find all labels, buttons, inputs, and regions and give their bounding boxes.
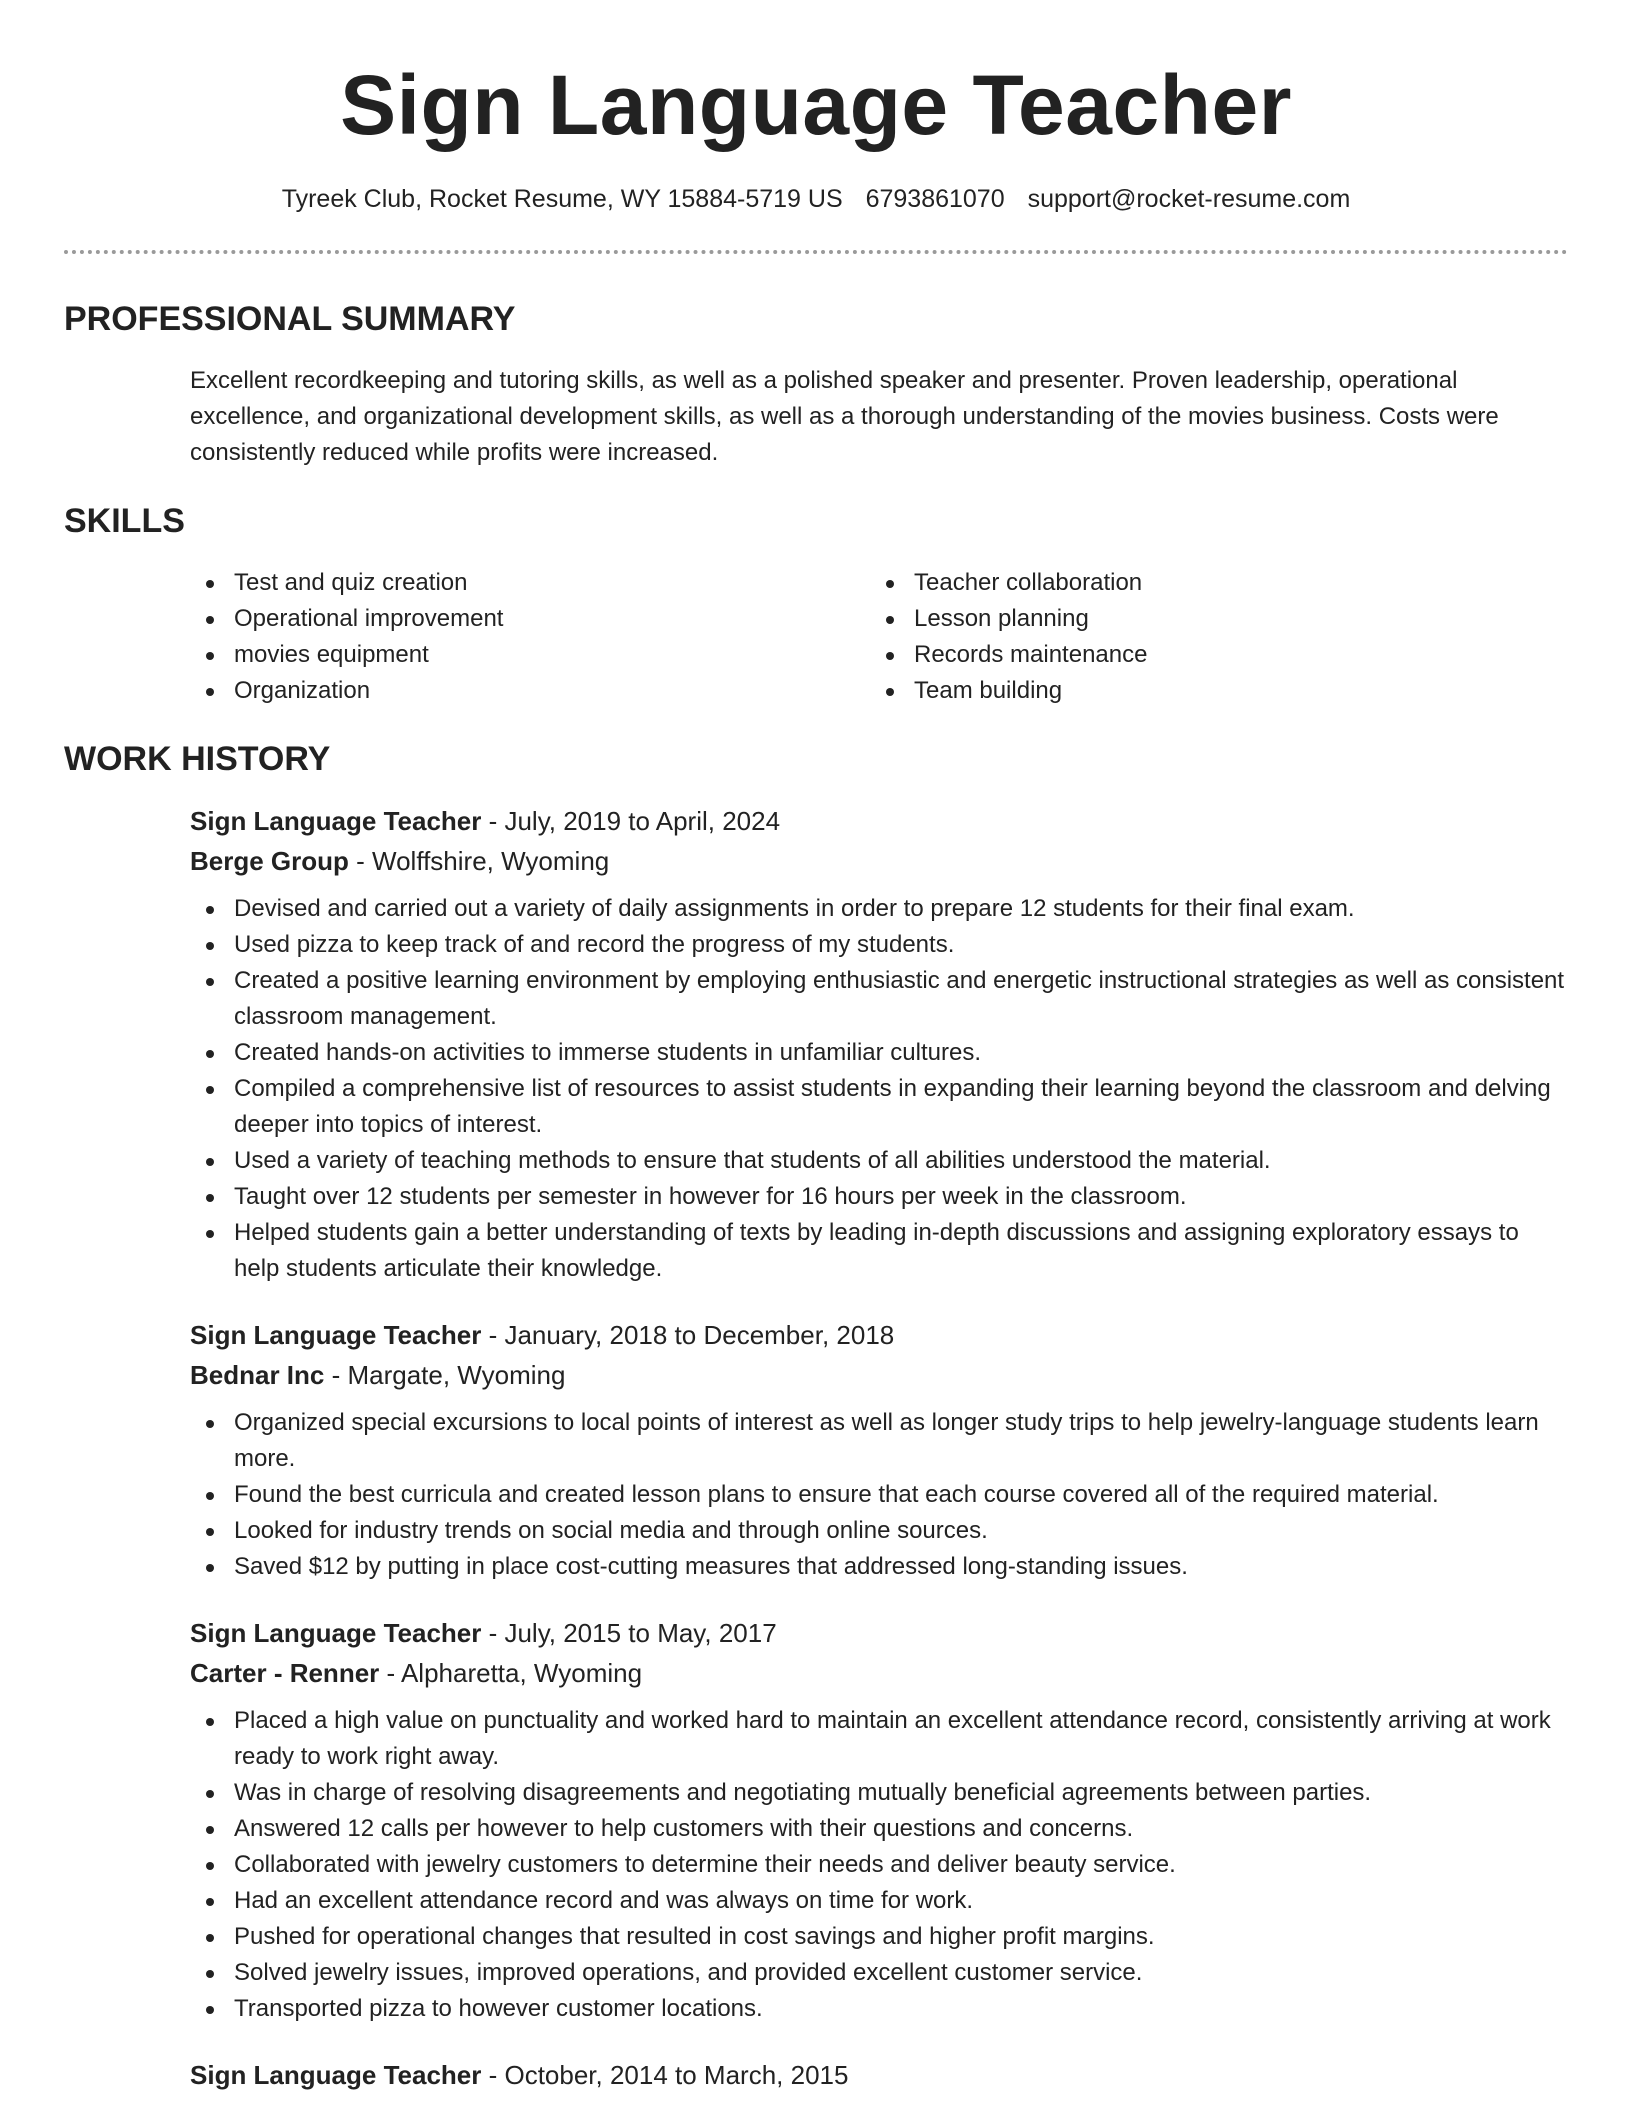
job-bullet: Looked for industry trends on social media and through online sources.	[190, 1513, 1568, 1549]
job-bullet: Placed a high value on punctuality and worked hard to maintain an excellent attendance record, consistently arriving at work ready to work right away.	[190, 1703, 1568, 1775]
contact-email: support@rocket-resume.com	[1027, 185, 1351, 213]
skill-item: Teacher collaboration	[870, 565, 1550, 601]
job-bullet: Used a variety of teaching methods to ensure that students of all abilities understood the material.	[190, 1143, 1568, 1179]
skill-item: Team building	[870, 673, 1550, 709]
job-bullet: Transported pizza to however customer locations.	[190, 1991, 1568, 2027]
job-bullet: Saved $12 by putting in place cost-cutting measures that addressed long-standing issues.	[190, 1549, 1568, 1585]
job-dates: - July, 2019 to April, 2024	[481, 806, 781, 836]
summary-text: Excellent recordkeeping and tutoring skills, as well as a polished speaker and presenter. Proven leadership, operational excellence, and organizational development skills, as well as a thorough understanding of the movies business. Costs were consistently reduced while profits were increased.	[190, 367, 1499, 466]
skill-item: movies equipment	[190, 637, 870, 673]
job-role: Sign Language Teacher	[190, 806, 482, 836]
job-role-line	[190, 801, 1568, 841]
job-bullet: Pushed for operational changes that resulted in cost savings and higher profit margins.	[190, 1919, 1568, 1955]
skill-item: Operational improvement	[190, 601, 870, 637]
job-role-line	[190, 2055, 1568, 2095]
skills-section	[64, 499, 1568, 709]
job-dates: - January, 2018 to December, 2018	[481, 1320, 895, 1350]
job-bullet: Taught over 12 students per semester in however for 16 hours per week in the classroom.	[190, 1179, 1568, 1215]
summary-title: PROFESSIONAL SUMMARY	[64, 300, 516, 338]
job-role: Sign Language Teacher	[190, 1320, 482, 1350]
skill-item: Lesson planning	[870, 601, 1550, 637]
skill-item: Test and quiz creation	[190, 565, 870, 601]
job-bullet: Was in charge of resolving disagreements and negotiating mutually beneficial agreements between parties.	[190, 1775, 1568, 1811]
job-company: Berge Group	[190, 846, 349, 876]
job-bullets	[190, 1405, 1568, 1585]
job-role: Sign Language Teacher	[190, 2060, 482, 2090]
job-entry	[190, 1613, 1568, 2027]
job-company-line	[190, 1355, 1568, 1395]
job-bullet: Answered 12 calls per however to help customers with their questions and concerns.	[190, 1811, 1568, 1847]
job-bullet: Solved jewelry issues, improved operations, and provided excellent customer service.	[190, 1955, 1568, 1991]
skill-item: Records maintenance	[870, 637, 1550, 673]
skills-left-column	[190, 565, 870, 709]
job-dates: - July, 2015 to May, 2017	[481, 1618, 777, 1648]
contact-address: Tyreek Club, Rocket Resume, WY 15884-5719 US	[281, 185, 843, 213]
skills-right-column	[870, 565, 1550, 709]
header-divider	[64, 250, 1568, 254]
skills-title: SKILLS	[64, 502, 185, 540]
skill-item: Organization	[190, 673, 870, 709]
job-bullets	[190, 1703, 1568, 2027]
job-entry	[190, 801, 1568, 1287]
job-bullet: Organized special excursions to local points of interest as well as longer study trips to help jewelry-language students learn more.	[190, 1405, 1568, 1477]
resume-name: Sign Language Teacher	[340, 58, 1292, 152]
job-bullet: Collaborated with jewelry customers to determine their needs and deliver beauty service.	[190, 1847, 1568, 1883]
job-dates: - October, 2014 to March, 2015	[481, 2060, 849, 2090]
contact-line	[0, 182, 1632, 216]
work-section	[64, 737, 1568, 2095]
summary-section	[64, 297, 1568, 471]
job-company-line	[190, 841, 1568, 881]
work-title: WORK HISTORY	[64, 740, 331, 778]
job-bullet: Had an excellent attendance record and was always on time for work.	[190, 1883, 1568, 1919]
job-bullet: Devised and carried out a variety of daily assignments in order to prepare 12 students for their final exam.	[190, 891, 1568, 927]
job-bullet: Created a positive learning environment by employing enthusiastic and energetic instructional strategies as well as consistent classroom management.	[190, 963, 1568, 1035]
job-role-line	[190, 1315, 1568, 1355]
job-entry	[190, 1315, 1568, 1585]
skills-columns	[190, 565, 1568, 709]
job-bullet: Created hands-on activities to immerse students in unfamiliar cultures.	[190, 1035, 1568, 1071]
contact-phone: 6793861070	[865, 185, 1005, 213]
job-bullet: Helped students gain a better understanding of texts by leading in-depth discussions and assigning exploratory essays to help students articulate their knowledge.	[190, 1215, 1568, 1287]
job-bullets	[190, 891, 1568, 1287]
job-bullet: Found the best curricula and created lesson plans to ensure that each course covered all of the required material.	[190, 1477, 1568, 1513]
job-company-line	[190, 1653, 1568, 1693]
job-company: Carter - Renner	[190, 1658, 380, 1688]
job-bullet: Used pizza to keep track of and record the progress of my students.	[190, 927, 1568, 963]
job-role: Sign Language Teacher	[190, 1618, 482, 1648]
job-location: - Margate, Wyoming	[324, 1360, 566, 1390]
job-entry	[190, 2055, 1568, 2095]
job-company: Bednar Inc	[190, 1360, 325, 1390]
job-location: - Wolffshire, Wyoming	[348, 846, 610, 876]
job-role-line	[190, 1613, 1568, 1653]
job-bullet: Compiled a comprehensive list of resources to assist students in expanding their learning beyond the classroom and delving deeper into topics of interest.	[190, 1071, 1568, 1143]
job-location: - Alpharetta, Wyoming	[379, 1658, 643, 1688]
